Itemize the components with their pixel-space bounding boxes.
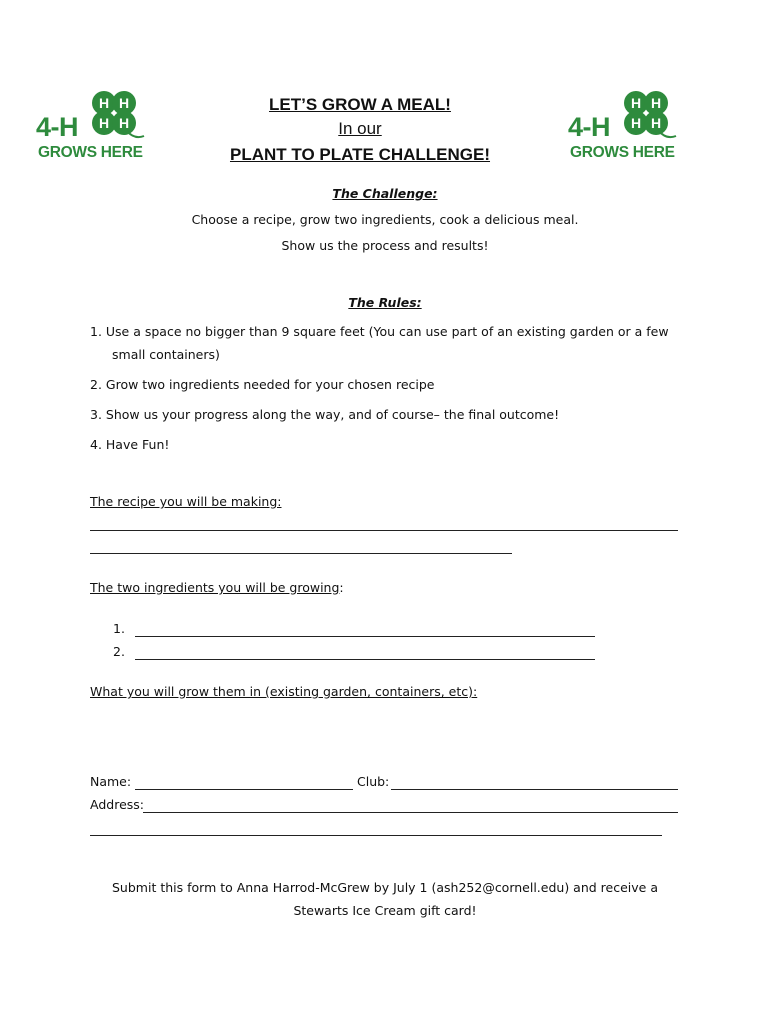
- recipe-field-line-1[interactable]: [90, 530, 678, 531]
- 4h-logo-right: [568, 90, 688, 162]
- challenge-line-2: Show us the process and results!: [281, 238, 489, 253]
- submit-instructions-line-1: Submit this form to Anna Harrod-McGrew by July 1 (ash252@cornell.edu) and receive a: [112, 880, 658, 895]
- four-leaf-clover-icon: [618, 90, 680, 146]
- svg-text:H: H: [99, 115, 110, 131]
- challenge-line-1: Choose a recipe, grow two ingredients, cook a delicious meal.: [191, 212, 579, 227]
- svg-text:H: H: [631, 95, 642, 111]
- svg-text:H: H: [119, 95, 130, 111]
- rule-item-1-cont: small containers): [112, 347, 220, 362]
- address-label: Address:: [90, 797, 144, 812]
- svg-text:H: H: [651, 115, 662, 131]
- four-leaf-clover-icon: [86, 90, 148, 146]
- recipe-field-line-2[interactable]: [90, 553, 512, 554]
- recipe-label: The recipe you will be making:: [90, 494, 282, 509]
- 4h-mark: 4-H: [36, 112, 79, 142]
- page-title-line-2: In our: [338, 119, 382, 138]
- name-label: Name:: [90, 774, 132, 789]
- rule-item-4: 4. Have Fun!: [90, 437, 170, 452]
- ingredient-field-2[interactable]: [135, 659, 595, 660]
- logo-tagline: GROWS HERE: [570, 144, 675, 161]
- club-field[interactable]: [391, 789, 678, 790]
- 4h-logo-left: [36, 90, 156, 162]
- submit-instructions-line-2: Stewarts Ice Cream gift card!: [293, 903, 477, 918]
- svg-text:H: H: [99, 95, 110, 111]
- svg-text:H: H: [119, 115, 130, 131]
- ingredients-label: The two ingredients you will be growing: [90, 580, 340, 595]
- ingredient-number-1: 1.: [113, 621, 125, 636]
- challenge-heading: The Challenge:: [332, 186, 438, 201]
- page-title-line-3: PLANT TO PLATE CHALLENGE!: [229, 145, 491, 164]
- ingredients-label-wrap: [90, 580, 344, 595]
- rule-item-1: 1. Use a space no bigger than 9 square feet (You can use part of an existing garden or a few: [90, 324, 669, 339]
- name-field[interactable]: [135, 789, 353, 790]
- grow-in-label: What you will grow them in (existing garden, containers, etc):: [90, 684, 478, 699]
- rules-heading: The Rules:: [348, 295, 422, 310]
- page-title-line-1: LET’S GROW A MEAL!: [269, 95, 451, 114]
- address-field-line-1[interactable]: [143, 812, 678, 813]
- address-field-line-2[interactable]: [90, 835, 662, 836]
- rule-item-3: 3. Show us your progress along the way, and of course– the final outcome!: [90, 407, 560, 422]
- svg-text:H: H: [631, 115, 642, 131]
- logo-tagline: GROWS HERE: [38, 144, 143, 161]
- ingredient-number-2: 2.: [113, 644, 125, 659]
- club-label: Club:: [357, 774, 390, 789]
- ingredients-label-colon: :: [339, 580, 344, 595]
- rule-item-2: 2. Grow two ingredients needed for your chosen recipe: [90, 377, 435, 392]
- 4h-mark: 4-H: [568, 112, 611, 142]
- ingredient-field-1[interactable]: [135, 636, 595, 637]
- svg-text:H: H: [651, 95, 662, 111]
